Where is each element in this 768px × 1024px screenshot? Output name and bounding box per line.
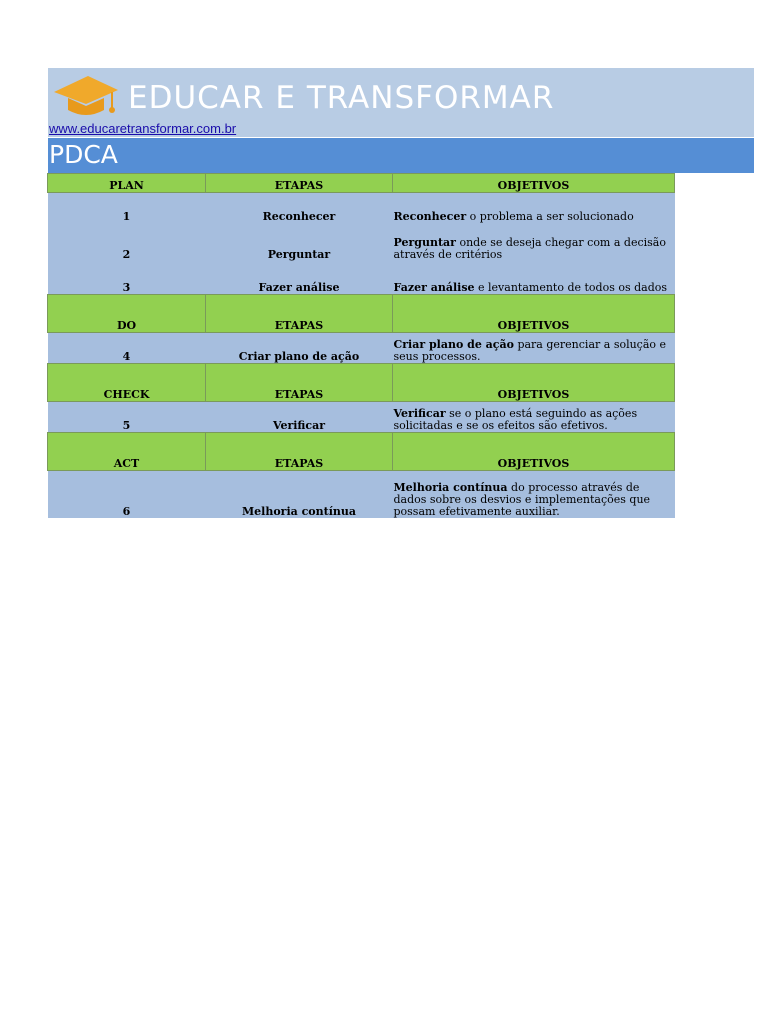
objective-text: para gerenciar a solução e seus processos.: [393, 338, 667, 363]
header-cell-phase: ACT: [48, 433, 206, 471]
step-number: 6: [48, 471, 206, 518]
step-objective: [393, 333, 675, 364]
objective-lead: Melhoria contínua: [393, 480, 508, 494]
step-objective: [393, 193, 675, 223]
step-objective: [393, 402, 675, 433]
step-number: 4: [48, 333, 206, 364]
step-name: Perguntar: [206, 223, 393, 261]
objective-lead: Fazer análise: [393, 281, 475, 294]
table-row: [48, 333, 675, 364]
header-cell-phase: CHECK: [48, 364, 206, 402]
objective-text: do processo através de dados sobre os desvios e implementações que possam efetivamente auxiliar.: [393, 480, 651, 518]
table-row: [48, 193, 675, 223]
step-name: Verificar: [206, 402, 393, 433]
header-cell-phase: DO: [48, 295, 206, 333]
step-objective: [393, 471, 675, 518]
header-cell-etapas: ETAPAS: [206, 174, 393, 193]
header-banner: [48, 68, 754, 137]
step-name: Criar plano de ação: [206, 333, 393, 364]
objective-lead: Perguntar: [393, 235, 456, 249]
graduation-cap-icon: [52, 70, 118, 120]
objective-text: se o plano está seguindo as ações solicitadas e se os efeitos são efetivos.: [393, 407, 638, 432]
step-objective: [393, 261, 675, 295]
title-bar: [48, 138, 754, 173]
table-row: [48, 223, 675, 261]
step-number: 5: [48, 402, 206, 433]
step-number: 1: [48, 193, 206, 223]
website-link[interactable]: www.educaretransformar.com.br: [49, 121, 237, 136]
section-header-act: [48, 433, 675, 471]
step-number: 3: [48, 261, 206, 295]
header-cell-objetivos: OBJETIVOS: [393, 433, 675, 471]
objective-text: onde se deseja chegar com a decisão através de critérios: [393, 235, 666, 261]
table-row: [48, 471, 675, 518]
section-header-do: [48, 295, 675, 333]
header-cell-phase: PLAN: [48, 174, 206, 193]
header-cell-etapas: ETAPAS: [206, 295, 393, 333]
section-header-plan: [48, 174, 675, 193]
step-name: Reconhecer: [206, 193, 393, 223]
brand-name: EDUCAR E TRANSFORMAR: [128, 80, 555, 116]
objective-text: o problema a ser solucionado: [466, 209, 634, 223]
pdca-table: [47, 173, 675, 518]
step-objective: [393, 223, 675, 261]
header-cell-objetivos: OBJETIVOS: [393, 174, 675, 193]
section-header-check: [48, 364, 675, 402]
header-cell-objetivos: OBJETIVOS: [393, 364, 675, 402]
header-cell-etapas: ETAPAS: [206, 433, 393, 471]
objective-text: e levantamento de todos os dados: [474, 281, 668, 294]
step-number: 2: [48, 223, 206, 261]
table-row: [48, 402, 675, 433]
step-name: Fazer análise: [206, 261, 393, 295]
page-title: PDCA: [49, 140, 118, 169]
header-cell-etapas: ETAPAS: [206, 364, 393, 402]
step-name: Melhoria contínua: [206, 471, 393, 518]
objective-lead: Verificar: [393, 407, 446, 420]
objective-lead: Criar plano de ação: [393, 338, 514, 351]
objective-lead: Reconhecer: [393, 209, 467, 223]
header-cell-objetivos: OBJETIVOS: [393, 295, 675, 333]
table-row: [48, 261, 675, 295]
